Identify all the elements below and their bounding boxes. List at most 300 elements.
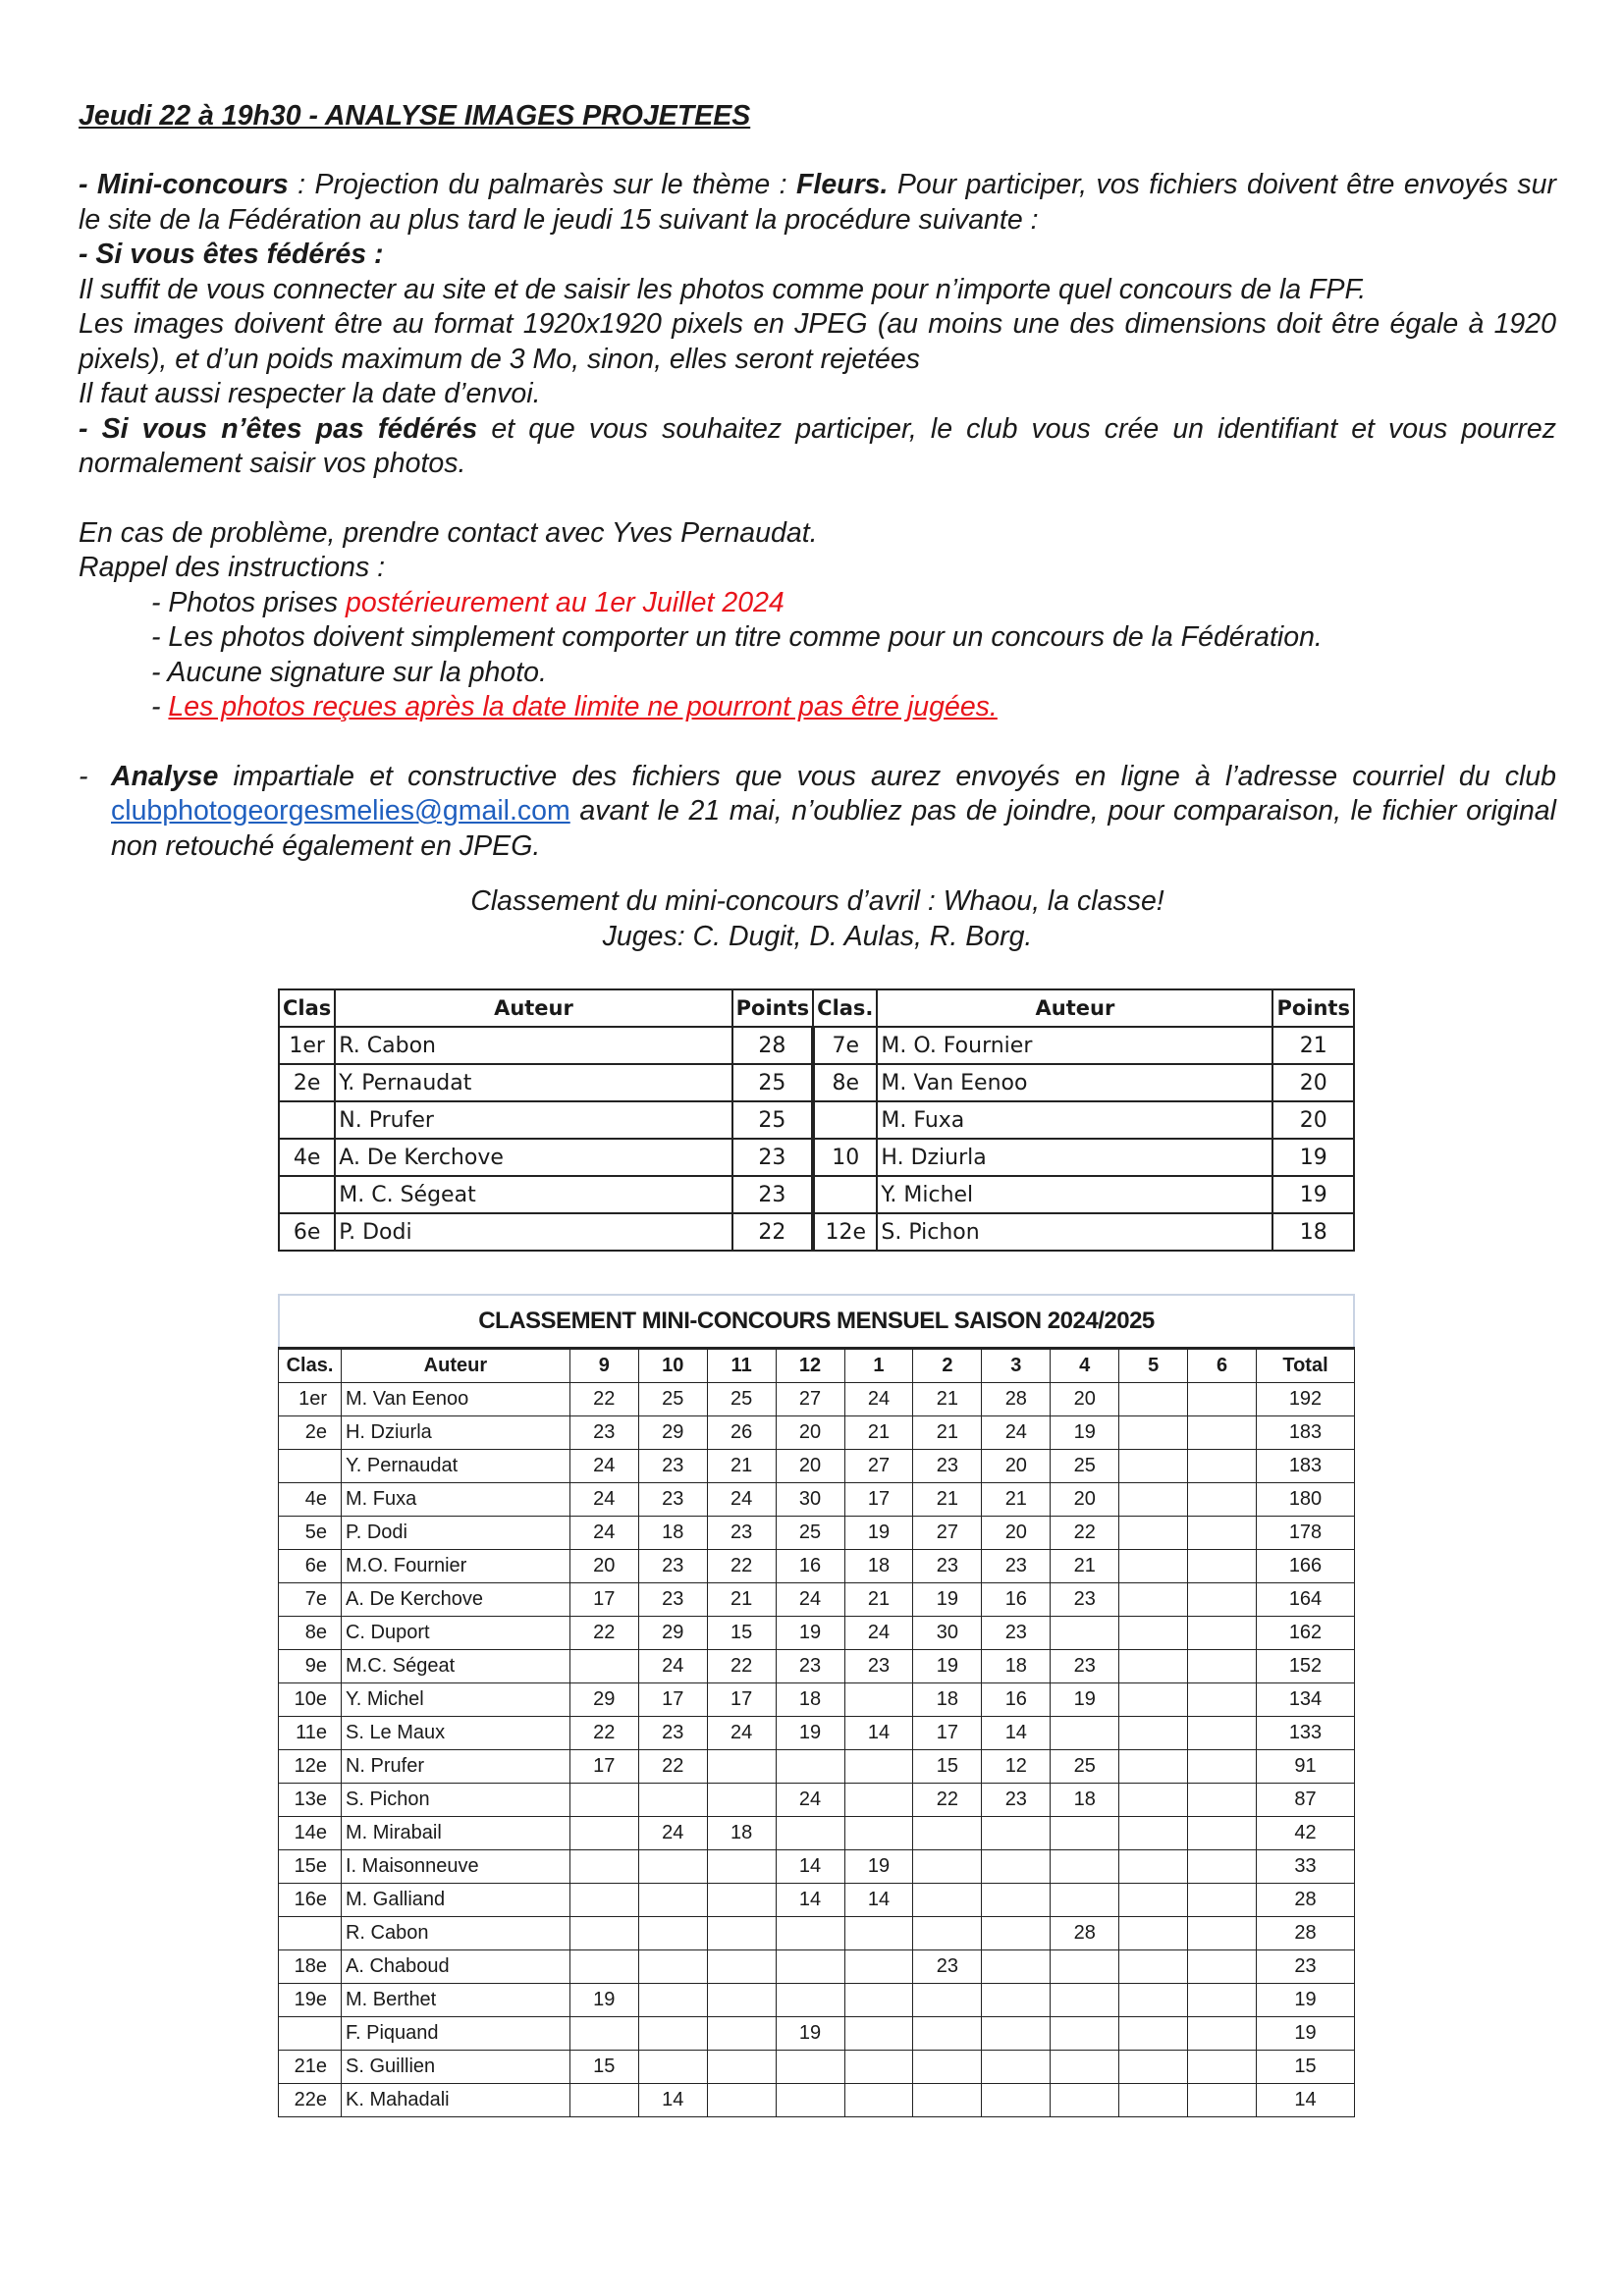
month-score-cell [707,2051,776,2084]
total-cell: 164 [1257,1583,1355,1617]
month-score-cell [1119,1650,1188,1683]
column-header: 2 [913,1349,982,1383]
month-score-cell: 18 [982,1650,1051,1683]
season-ranking-table [278,1347,1355,2117]
reminder-title: Rappel des instructions : [79,552,386,583]
table-row [279,1850,1355,1884]
table-row [279,1583,1355,1617]
month-score-cell [1051,1850,1119,1884]
total-cell: 19 [1257,2017,1355,2051]
table-row [279,1750,1355,1784]
month-score-cell: 24 [638,1817,707,1850]
month-score-cell: 25 [707,1383,776,1416]
total-cell: 152 [1257,1650,1355,1683]
author-cell: M. O. Fournier [877,1027,1272,1064]
month-score-cell: 14 [776,1884,844,1917]
points-cell: 25 [732,1101,814,1139]
author-cell: M. Galliand [341,1884,569,1917]
rank-cell [279,1101,335,1139]
month-score-cell: 24 [982,1416,1051,1450]
month-score-cell [1119,2084,1188,2117]
federes-line-1: Il suffit de vous connecter au site et de saisir les photos comme pour n’importe quel concours de la FPF. [79,273,1367,305]
month-score-cell: 14 [844,1717,913,1750]
month-score-cell: 19 [1051,1683,1119,1717]
month-score-cell [913,1917,982,1950]
table-row [279,1517,1355,1550]
rank-cell [279,2017,342,2051]
month-score-cell: 19 [913,1583,982,1617]
author-cell: M.O. Fournier [341,1550,569,1583]
month-score-cell [1188,2017,1257,2051]
column-header: Auteur [335,989,731,1027]
month-score-cell: 21 [707,1583,776,1617]
month-score-cell [707,1884,776,1917]
month-score-cell: 23 [638,1450,707,1483]
month-score-cell: 20 [569,1550,638,1583]
rank-cell: 22e [279,2084,342,2117]
rank-cell: 14e [279,1817,342,1850]
total-cell: 180 [1257,1483,1355,1517]
month-score-cell [913,2017,982,2051]
month-score-cell: 21 [913,1383,982,1416]
month-score-cell: 17 [569,1750,638,1784]
month-score-cell [776,1817,844,1850]
rank-cell: 19e [279,1984,342,2017]
month-score-cell: 16 [982,1683,1051,1717]
rank-cell: 2e [279,1416,342,1450]
month-score-cell: 22 [1051,1517,1119,1550]
month-score-cell: 22 [913,1784,982,1817]
month-score-cell: 30 [913,1617,982,1650]
column-header: 4 [1051,1349,1119,1383]
author-cell: Y. Pernaudat [341,1450,569,1483]
month-score-cell [1119,1583,1188,1617]
month-score-cell: 23 [913,1450,982,1483]
month-score-cell: 25 [1051,1750,1119,1784]
month-score-cell: 21 [982,1483,1051,1517]
non-federes-paragraph [79,412,1556,482]
month-score-cell [1188,1650,1257,1683]
instructions-list [79,586,1556,725]
month-score-cell [1119,1884,1188,1917]
author-cell: S. Guillien [341,2051,569,2084]
table-row [279,1784,1355,1817]
rank-cell: 2e [279,1064,335,1101]
rank-cell [279,1176,335,1213]
author-cell: S. Pichon [877,1213,1272,1251]
author-cell: M.C. Ségeat [341,1650,569,1683]
month-score-cell: 21 [913,1416,982,1450]
month-score-cell [844,1817,913,1850]
month-score-cell: 23 [982,1617,1051,1650]
rank-cell: 5e [279,1517,342,1550]
month-score-cell: 23 [638,1483,707,1517]
rank-cell: 10 [813,1139,877,1176]
page-heading: Jeudi 22 à 19h30 - ANALYSE IMAGES PROJETEES [79,100,751,132]
month-score-cell [1051,1817,1119,1850]
analyse-text: impartiale et constructive des fichiers que vous aurez envoyés en ligne à l’adresse courriel du club [218,760,1556,792]
total-cell: 33 [1257,1850,1355,1884]
rank-cell [813,1176,877,1213]
month-score-cell: 23 [638,1583,707,1617]
month-score-cell [1051,2051,1119,2084]
month-score-cell: 19 [569,1984,638,2017]
april-judges: Juges: C. Dugit, D. Aulas, R. Borg. [602,921,1033,952]
table-row [279,2051,1355,2084]
month-score-cell [638,1784,707,1817]
total-cell: 166 [1257,1550,1355,1583]
month-score-cell: 21 [913,1483,982,1517]
month-score-cell [913,1884,982,1917]
month-score-cell: 18 [776,1683,844,1717]
author-cell: M. Fuxa [877,1101,1272,1139]
table-row [279,1483,1355,1517]
month-score-cell: 24 [707,1717,776,1750]
author-cell: M. Van Eenoo [341,1383,569,1416]
total-cell: 28 [1257,1917,1355,1950]
month-score-cell [638,1917,707,1950]
points-cell: 20 [1272,1064,1354,1101]
month-score-cell: 22 [707,1550,776,1583]
total-cell: 162 [1257,1617,1355,1650]
month-score-cell: 16 [982,1583,1051,1617]
month-score-cell [1119,1717,1188,1750]
month-score-cell: 14 [776,1850,844,1884]
month-score-cell [913,1850,982,1884]
month-score-cell [913,1817,982,1850]
month-score-cell: 30 [776,1483,844,1517]
column-header: 5 [1119,1349,1188,1383]
rank-cell: 8e [813,1064,877,1101]
month-score-cell: 19 [776,1617,844,1650]
instruction-item: - Les photos doivent simplement comporter un titre comme pour un concours de la Fédération. [151,621,1323,653]
month-score-cell [1188,1483,1257,1517]
author-cell: I. Maisonneuve [341,1850,569,1884]
month-score-cell [707,1850,776,1884]
total-cell: 28 [1257,1884,1355,1917]
column-header: 6 [1188,1349,1257,1383]
table-row [279,1213,1354,1251]
table-row [279,2017,1355,2051]
month-score-cell [707,1750,776,1784]
month-score-cell [1119,1950,1188,1984]
column-header: Clas. [279,1349,342,1383]
month-score-cell: 24 [569,1450,638,1483]
month-score-cell [1051,1717,1119,1750]
author-cell: A. De Kerchove [335,1139,731,1176]
month-score-cell: 28 [1051,1917,1119,1950]
column-header: Points [1272,989,1354,1027]
month-score-cell [844,1984,913,2017]
author-cell: H. Dziurla [877,1139,1272,1176]
month-score-cell: 19 [844,1517,913,1550]
points-cell: 18 [1272,1213,1354,1251]
author-cell: M. C. Ségeat [335,1176,731,1213]
month-score-cell: 20 [1051,1483,1119,1517]
author-cell: Y. Pernaudat [335,1064,731,1101]
table-row [279,1450,1355,1483]
analyse-label: Analyse [111,760,219,792]
federes-line-2: Les images doivent être au format 1920x1920 pixels en JPEG (au moins une des dimensions doit être égale à 1920 pixels), et d’un poids maximum de 3 Mo, sinon, elles seront rejetées [79,308,1556,375]
month-score-cell: 15 [913,1750,982,1784]
rank-cell: 13e [279,1784,342,1817]
month-score-cell [1119,1784,1188,1817]
author-cell: R. Cabon [335,1027,731,1064]
month-score-cell: 15 [707,1617,776,1650]
month-score-cell: 14 [844,1884,913,1917]
author-cell: F. Piquand [341,2017,569,2051]
month-score-cell [569,1817,638,1850]
month-score-cell [1051,1984,1119,2017]
rank-cell: 4e [279,1483,342,1517]
instruction-item: - Aucune signature sur la photo. [151,656,547,688]
month-score-cell [1188,1817,1257,1850]
rank-cell: 12e [279,1750,342,1784]
month-score-cell [1188,1517,1257,1550]
month-score-cell [776,2084,844,2117]
month-score-cell [1188,1784,1257,1817]
month-score-cell [1119,1383,1188,1416]
month-score-cell: 23 [707,1517,776,1550]
month-score-cell [1188,2084,1257,2117]
author-cell: H. Dziurla [341,1416,569,1450]
month-score-cell [638,1850,707,1884]
month-score-cell: 22 [707,1650,776,1683]
month-score-cell: 23 [776,1650,844,1683]
total-cell: 192 [1257,1383,1355,1416]
rank-cell: 1er [279,1383,342,1416]
month-score-cell: 28 [982,1383,1051,1416]
month-score-cell: 20 [776,1416,844,1450]
month-score-cell [1119,1917,1188,1950]
month-score-cell: 25 [638,1383,707,1416]
month-score-cell: 29 [638,1617,707,1650]
month-score-cell: 17 [638,1683,707,1717]
month-score-cell [569,1917,638,1950]
month-score-cell: 23 [1051,1650,1119,1683]
author-cell: C. Duport [341,1617,569,1650]
month-score-cell: 20 [1051,1383,1119,1416]
month-score-cell: 18 [638,1517,707,1550]
month-score-cell [844,1950,913,1984]
month-score-cell [913,1984,982,2017]
author-cell: M. Fuxa [341,1483,569,1517]
mini-concours-paragraph [79,168,1556,238]
column-header: 9 [569,1349,638,1383]
month-score-cell [569,1950,638,1984]
month-score-cell: 17 [707,1683,776,1717]
month-score-cell [638,2051,707,2084]
problem-contact: En cas de problème, prendre contact avec Yves Pernaudat. [79,516,818,549]
table-row [279,1984,1355,2017]
month-score-cell: 25 [1051,1450,1119,1483]
instruction-prefix: - Photos prises [151,586,346,618]
month-score-cell: 24 [776,1784,844,1817]
month-score-cell: 14 [638,2084,707,2117]
rank-cell [279,1450,342,1483]
non-federes-text: et que vous souhaitez participer, le club vous crée un identifiant et vous pourrez normalement saisir vos photos. [79,412,1556,479]
month-score-cell: 23 [913,1950,982,1984]
month-score-cell [982,2084,1051,2117]
author-cell: P. Dodi [335,1213,731,1251]
mini-concours-label: - Mini-concours [79,169,289,200]
table-row [279,1717,1355,1750]
rank-cell: 8e [279,1617,342,1650]
column-header: 11 [707,1349,776,1383]
table-row [279,1617,1355,1650]
rank-cell: 16e [279,1884,342,1917]
author-cell: M. Van Eenoo [877,1064,1272,1101]
month-score-cell: 19 [776,1717,844,1750]
author-cell: K. Mahadali [341,2084,569,2117]
rank-cell: 12e [813,1213,877,1251]
month-score-cell [1188,1383,1257,1416]
month-score-cell: 24 [638,1650,707,1683]
month-score-cell [1188,1717,1257,1750]
rank-cell: 9e [279,1650,342,1683]
author-cell: S. Le Maux [341,1717,569,1750]
total-cell: 42 [1257,1817,1355,1850]
table-row [279,2084,1355,2117]
table-row [279,1683,1355,1717]
month-score-cell: 19 [776,2017,844,2051]
points-cell: 19 [1272,1176,1354,1213]
month-score-cell [1188,1617,1257,1650]
analyse-text-2: avant le 21 mai, n’oubliez pas de joindre, pour comparaison, le fichier original non retouché également en JPEG. [111,795,1556,862]
table-row [279,1383,1355,1416]
month-score-cell: 15 [569,2051,638,2084]
month-score-cell: 24 [776,1583,844,1617]
column-header: 3 [982,1349,1051,1383]
month-score-cell [1119,1517,1188,1550]
month-score-cell: 19 [1051,1416,1119,1450]
author-cell: S. Pichon [341,1784,569,1817]
month-score-cell: 27 [844,1450,913,1483]
month-score-cell: 20 [776,1450,844,1483]
month-score-cell: 20 [982,1517,1051,1550]
month-score-cell [1119,1617,1188,1650]
total-cell: 178 [1257,1517,1355,1550]
month-score-cell [776,1917,844,1950]
month-score-cell [638,1950,707,1984]
month-score-cell [1119,2017,1188,2051]
month-score-cell: 21 [1051,1550,1119,1583]
month-score-cell: 16 [776,1550,844,1583]
total-cell: 183 [1257,1450,1355,1483]
author-cell: R. Cabon [341,1917,569,1950]
month-score-cell [1188,2051,1257,2084]
month-score-cell [1119,2051,1188,2084]
total-cell: 19 [1257,1984,1355,2017]
month-score-cell [1188,1917,1257,1950]
club-email-link[interactable]: clubphotogeorgesmelies@gmail.com [111,795,570,827]
month-score-cell [1051,1950,1119,1984]
author-cell: M. Mirabail [341,1817,569,1850]
table-row [279,1650,1355,1683]
theme-label: Fleurs. [796,169,889,200]
instruction-date-red: postérieurement au 1er Juillet 2024 [346,586,784,618]
month-score-cell [569,1784,638,1817]
table-row [279,1176,1354,1213]
month-score-cell: 24 [844,1617,913,1650]
month-score-cell: 24 [707,1483,776,1517]
table-row [279,1101,1354,1139]
month-score-cell [844,1917,913,1950]
column-header: Points [732,989,814,1027]
column-header: 10 [638,1349,707,1383]
federes-line-3: Il faut aussi respecter la date d’envoi. [79,378,541,409]
month-score-cell: 17 [913,1717,982,1750]
rank-cell [813,1101,877,1139]
month-score-cell [1051,2084,1119,2117]
month-score-cell: 21 [844,1416,913,1450]
month-score-cell [1051,2017,1119,2051]
month-score-cell [844,2017,913,2051]
month-score-cell: 27 [776,1383,844,1416]
month-score-cell [638,1884,707,1917]
month-score-cell [569,1850,638,1884]
month-score-cell [1119,1984,1188,2017]
points-cell: 19 [1272,1139,1354,1176]
month-score-cell: 22 [638,1750,707,1784]
rank-cell: 7e [279,1583,342,1617]
rank-cell: 4e [279,1139,335,1176]
month-score-cell [1188,1683,1257,1717]
month-score-cell: 18 [844,1550,913,1583]
rank-cell: 1er [279,1027,335,1064]
author-cell: Y. Michel [341,1683,569,1717]
federes-heading: - Si vous êtes fédérés : [79,239,384,270]
month-score-cell: 29 [569,1683,638,1717]
table-row [279,1064,1354,1101]
rank-cell: 7e [813,1027,877,1064]
month-score-cell: 23 [982,1784,1051,1817]
column-header: Auteur [341,1349,569,1383]
month-score-cell [1188,1450,1257,1483]
month-score-cell [982,2017,1051,2051]
rank-cell: 10e [279,1683,342,1717]
table-row [279,1027,1354,1064]
month-score-cell: 23 [844,1650,913,1683]
month-score-cell [1119,1817,1188,1850]
month-score-cell: 20 [982,1450,1051,1483]
total-cell: 183 [1257,1416,1355,1450]
author-cell: N. Prufer [335,1101,731,1139]
rank-cell [279,1917,342,1950]
month-score-cell [982,1917,1051,1950]
month-score-cell: 21 [707,1450,776,1483]
season-ranking [278,1294,1355,2117]
total-cell: 23 [1257,1950,1355,1984]
april-ranking-title: Classement du mini-concours d’avril : Whaou, la classe! [470,885,1164,917]
table-row [279,1416,1355,1450]
month-score-cell [1119,1683,1188,1717]
intro-text: : Projection du palmarès sur le thème : [288,169,796,200]
column-header: Total [1257,1349,1355,1383]
author-cell: P. Dodi [341,1517,569,1550]
month-score-cell: 23 [569,1416,638,1450]
total-cell: 14 [1257,2084,1355,2117]
month-score-cell [844,1750,913,1784]
month-score-cell [638,1984,707,2017]
month-score-cell [844,2051,913,2084]
points-cell: 25 [732,1064,814,1101]
month-score-cell [1188,1750,1257,1784]
month-score-cell: 18 [1051,1784,1119,1817]
month-score-cell [1051,1884,1119,1917]
month-score-cell: 17 [569,1583,638,1617]
month-score-cell: 18 [913,1683,982,1717]
